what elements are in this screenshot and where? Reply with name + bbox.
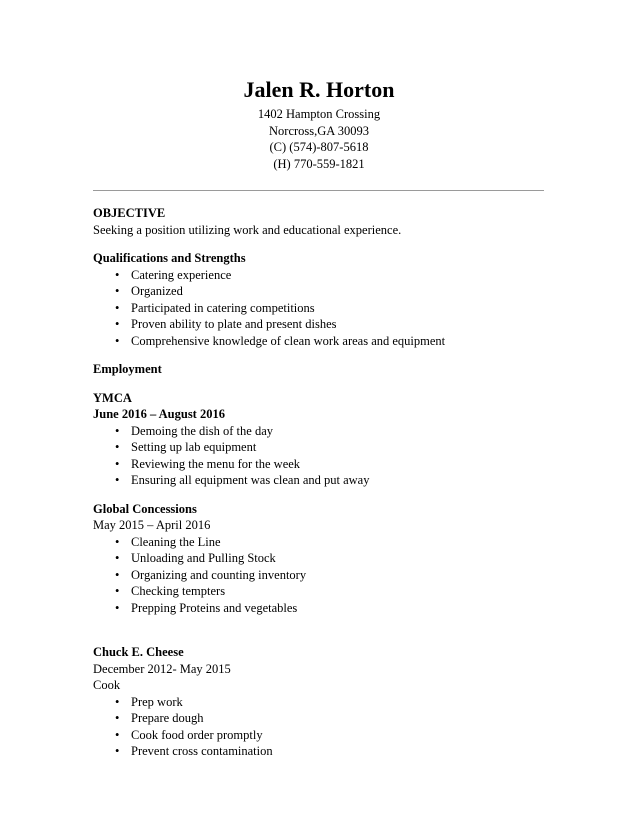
list-item: • Proven ability to plate and present dishes [115,317,337,331]
list-item: • Comprehensive knowledge of clean work areas and equipment [115,333,446,348]
list-item: • Cook food order promptly [115,727,263,742]
duties-list [93,534,553,617]
list-item: • Catering experience [115,267,232,282]
employer-name: YMCA [93,390,132,405]
list-item: • Participated in catering competitions [115,300,315,315]
list-item: • Checking tempters [115,584,226,598]
bullet-icon: • [115,584,120,598]
bullet-icon: • [115,317,120,331]
employment-dates: December 2012- May 2015 [93,661,231,676]
list-item: • Prevent cross contamination [115,744,273,758]
bullet-icon: • [115,600,120,615]
list-item: • Demoing the dish of the day [115,423,273,438]
employer-name: Chuck E. Cheese [93,645,184,659]
bullet-icon: • [115,727,120,742]
bullet-icon: • [115,551,120,565]
bullet-icon: • [115,534,120,549]
list-item: • Setting up lab equipment [115,440,257,454]
list-item: • Prepping Proteins and vegetables [115,600,298,615]
cell-phone: (C) (574)-807-5618 [269,140,369,154]
employment-heading: Employment [93,362,162,376]
bullet-icon: • [115,333,120,348]
bullet-icon: • [115,694,120,709]
bullet-icon: • [115,284,120,298]
list-item: • Cleaning the Line [115,534,221,549]
list-item: • Reviewing the menu for the week [115,456,301,471]
objective-text: Seeking a position utilizing work and educational experience. [93,222,402,237]
bullet-icon: • [115,567,120,582]
list-item: • Prepare dough [115,711,204,725]
address-line-1: 1402 Hampton Crossing [257,107,381,121]
resume-body [93,205,553,760]
bullet-icon: • [115,440,120,454]
employment-dates: June 2016 – August 2016 [93,407,225,421]
employer-name: Global Concessions [93,501,197,516]
duties-list [93,423,553,489]
list-item: • Organized [115,284,183,298]
bullet-icon: • [115,711,120,725]
applicant-name: Jalen R. Horton [243,77,395,102]
bullet-icon: • [115,423,120,438]
employment-dates: May 2015 – April 2016 [93,518,211,532]
resume-header [0,76,638,172]
objective-heading: OBJECTIVE [93,206,166,220]
bullet-icon: • [115,267,120,282]
header-divider [93,190,544,191]
list-item: • Prep work [115,694,183,709]
address-line-2: Norcross,GA 30093 [269,123,369,138]
bullet-icon: • [115,456,120,471]
duties-list [93,694,553,760]
qualifications-list [93,267,553,350]
list-item: • Organizing and counting inventory [115,567,307,582]
bullet-icon: • [115,473,120,487]
bullet-icon: • [115,300,120,315]
list-item: • Unloading and Pulling Stock [115,551,276,565]
list-item: • Ensuring all equipment was clean and put away [115,473,370,487]
home-phone: (H) 770-559-1821 [273,156,365,171]
bullet-icon: • [115,744,120,758]
job-role: Cook [93,678,121,692]
qualifications-heading: Qualifications and Strengths [93,251,246,265]
